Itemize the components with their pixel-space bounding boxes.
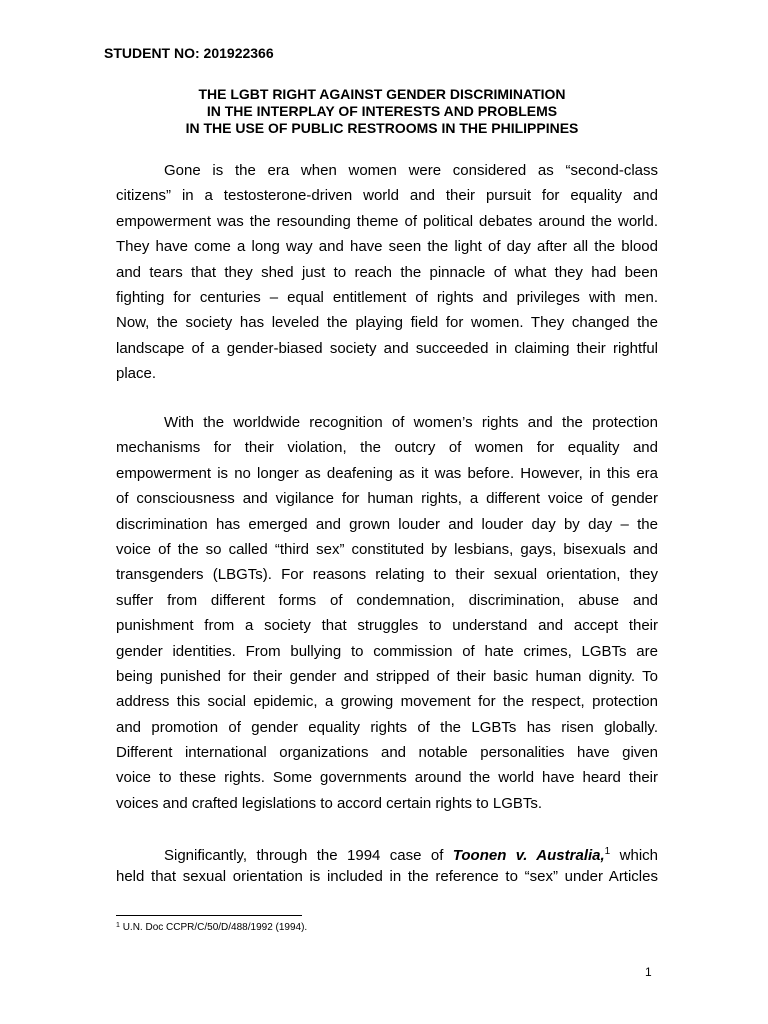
paragraph-line: suffer from different forms of condemnation, discrimination, abuse and — [116, 591, 658, 609]
title-line-3: IN THE USE OF PUBLIC RESTROOMS IN THE PHILIPPINES — [185, 120, 579, 136]
paragraph-line: mechanisms for their violation, the outcry of women for equality and — [116, 439, 658, 457]
paragraph-line: landscape of a gender-biased society and succeeded in claiming their rightful — [116, 339, 658, 357]
footnote-divider — [116, 915, 302, 916]
paragraph-3 — [116, 839, 658, 890]
paragraph-line: citizens” in a testosterone-driven world and their pursuit for equality and — [116, 187, 658, 205]
paragraph-line: With the worldwide recognition of women’s rights and the protection — [164, 414, 658, 431]
paragraph-line: voices and crafted legislations to accord certain rights to LGBTs. — [116, 794, 543, 812]
paragraph-line: place. — [116, 365, 157, 383]
paragraph-line: They have come a long way and have seen the light of day after all the blood — [116, 238, 658, 256]
paragraph-line: empowerment was the resounding theme of political debates around the world. — [116, 212, 658, 230]
title-line-1: THE LGBT RIGHT AGAINST GENDER DISCRIMINATION — [198, 86, 566, 102]
paragraph-line: of consciousness and vigilance for human rights, a different voice of gender — [116, 490, 658, 508]
paragraph-line: empowerment is no longer as deafening as it was before. However, in this era — [116, 464, 658, 482]
paragraph-1 — [116, 158, 658, 387]
paragraph-text: Significantly, through the 1994 case of — [164, 847, 444, 864]
paragraph-line: discrimination has emerged and grown louder and louder day by day – the — [116, 515, 658, 533]
paragraph-line-with-citation — [116, 839, 658, 864]
student-number: STUDENT NO: 201922366 — [104, 45, 274, 61]
paragraph-line: Different international organizations and notable personalities have given — [116, 744, 658, 762]
footnote-text: U.N. Doc CCPR/C/50/D/488/1992 (1994). — [122, 922, 308, 933]
paragraph-line: fighting for centuries – equal entitlement of rights and privileges with men. — [116, 288, 658, 306]
document-title — [104, 86, 660, 137]
paragraph-line: Gone is the era when women were considered as “second-class — [164, 162, 658, 179]
paragraph-line: gender identities. From bullying to commission of hate crimes, LGBTs are — [116, 642, 658, 660]
paragraph-line: address this social epidemic, a growing movement for the respect, protection — [116, 693, 658, 711]
paragraph-line: held that sexual orientation is included in the reference to “sex” under Articles — [116, 868, 658, 886]
footnote-reference[interactable]: 1 — [604, 846, 611, 857]
case-citation: Toonen v. Australia, — [452, 847, 605, 864]
page-number: 1 — [645, 965, 652, 979]
paragraph-line: voice to these rights. Some governments around the world have heard their — [116, 769, 658, 787]
paragraph-line: and tears that they shed just to reach the pinnacle of what they had been — [116, 263, 658, 281]
paragraph-line: being punished for their gender and stripped of their basic human dignity. To — [116, 667, 658, 685]
paragraph-2 — [116, 410, 658, 816]
paragraph-text: which — [619, 847, 658, 864]
paragraph-line: and promotion of gender equality rights of the LGBTs has risen globally. — [116, 718, 658, 736]
paragraph-line: voice of the so called “third sex” constituted by lesbians, gays, bisexuals and — [116, 540, 658, 558]
paragraph-line: punishment from a society that struggles to understand and accept their — [116, 617, 658, 635]
title-line-2: IN THE INTERPLAY OF INTERESTS AND PROBLEMS — [206, 103, 558, 119]
paragraph-line: transgenders (LBGTs). For reasons relating to their sexual orientation, they — [116, 566, 658, 584]
footnote — [116, 922, 307, 933]
footnote-marker: 1 — [116, 922, 120, 929]
paragraph-line: Now, the society has leveled the playing field for women. They changed the — [116, 314, 658, 332]
